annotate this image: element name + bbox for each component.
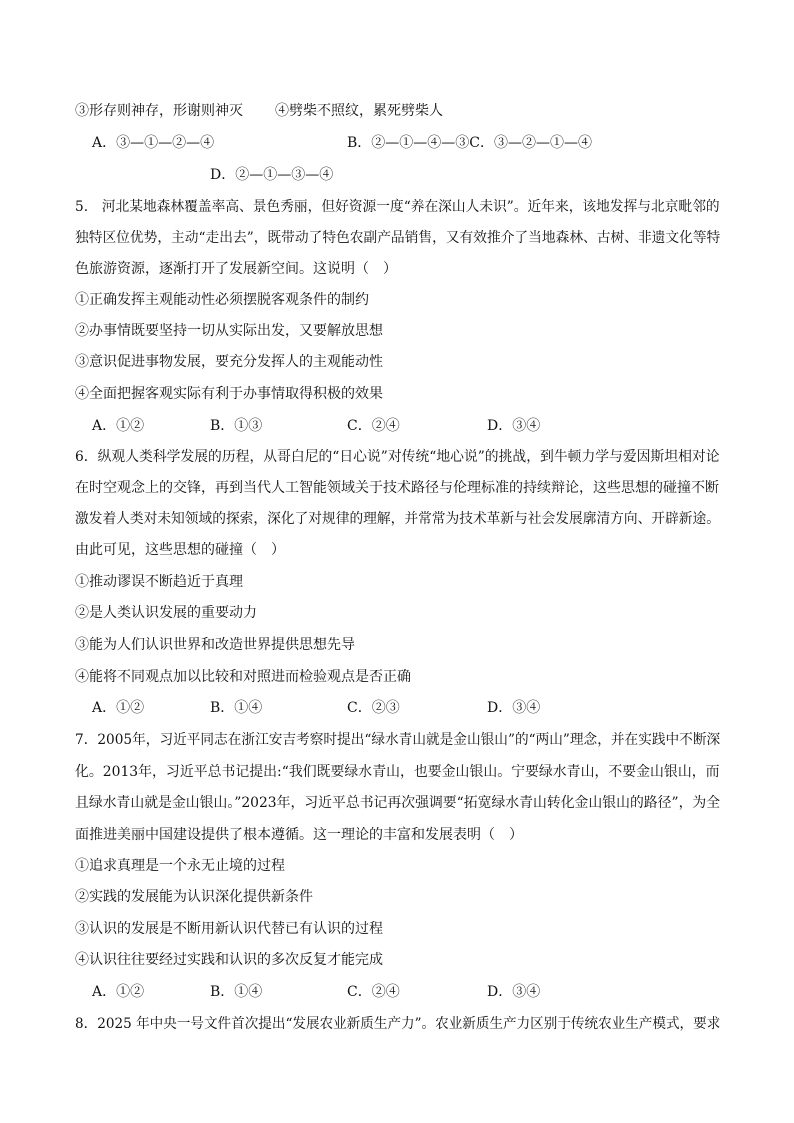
q5-option-d[interactable]: D．③④ — [487, 418, 541, 434]
q6-option-a[interactable]: A．①② — [92, 700, 145, 716]
q7-stem-line: 且绿水青山就是金山银山。”2023年，习近平总书记再次强调要“拓宽绿水青山转化金山银山的路径”，为全 — [75, 795, 721, 811]
q7-option-d[interactable]: D．③④ — [487, 984, 541, 1000]
q6-item: ①推动谬误不断趋近于真理 — [75, 574, 243, 590]
q7-stem-line: 7．2005年，习近平同志在浙江安吉考察时提出“绿水青山就是金山银山”的“两山”理念，并在实践中不断深 — [75, 732, 721, 748]
q7-item: ③认识的发展是不断用新认识代替已有认识的过程 — [75, 921, 383, 937]
q5-option-b[interactable]: B．①③ — [210, 418, 263, 434]
q7-option-c[interactable]: C．②④ — [347, 984, 400, 1000]
q4-option-a[interactable]: A．③—①—②—④ — [92, 135, 215, 151]
q4-option-d[interactable]: D．②—①—③—④ — [210, 167, 334, 183]
q7-item: ②实践的发展能为认识深化提供新条件 — [75, 889, 313, 905]
q4-option-bc[interactable]: B．②—①—④—③C．③—②—①—④ — [347, 135, 592, 151]
q6-option-b[interactable]: B．①④ — [210, 700, 263, 716]
q4-item-4: ④劈柴不照纹，累死劈柴人 — [275, 103, 443, 119]
q4-items-line — [75, 101, 443, 121]
q5-option-c[interactable]: C．②④ — [347, 418, 400, 434]
q5-stem-line: 5. 河北某地森林覆盖率高、景色秀丽，但好资源一度“养在深山人未识”。近年来，该地发挥与北京毗邻的 — [75, 199, 720, 215]
q5-option-a[interactable]: A．①② — [92, 418, 145, 434]
q5-item: ③意识促进事物发展，要充分发挥人的主观能动性 — [75, 354, 383, 370]
q6-option-d[interactable]: D．③④ — [487, 700, 541, 716]
q5-stem-line: 色旅游资源，逐渐打开了发展新空间。这说明（ ） — [75, 261, 397, 277]
q5-item: ①正确发挥主观能动性必须摆脱客观条件的制约 — [75, 292, 369, 308]
q7-stem-line: 面推进美丽中国建设提供了根本遵循。这一理论的丰富和发展表明（ ） — [75, 827, 523, 843]
q6-stem-line: 在时空观念上的交锋，再到当代人工智能领域关于技术路径与伦理标准的持续辩论，这些思想的碰撞不断 — [75, 480, 719, 496]
q5-item: ②办事情既要坚持一切从实际出发，又要解放思想 — [75, 323, 383, 339]
q7-item: ①追求真理是一个永无止境的过程 — [75, 858, 285, 874]
q5-item: ④全面把握客观实际有利于办事情取得积极的效果 — [75, 386, 383, 402]
q7-item: ④认识往往要经过实践和认识的多次反复才能完成 — [75, 952, 383, 968]
q8-stem-line: 8．2025 年中央一号文件首次提出“发展农业新质生产力”。农业新质生产力区别于传统农业生产模式，要求 — [75, 1016, 721, 1032]
q6-stem-line: 激发着人类对未知领域的探索，深化了对规律的理解，并常常为技术革新与社会发展廓清方向、开辟新途。 — [75, 511, 720, 527]
q6-item: ④能将不同观点加以比较和对照进而检验观点是否正确 — [75, 669, 411, 685]
q7-stem-line: 化。2013年，习近平总书记提出:“我们既要绿水青山，也要金山银山。宁要绿水青山，不要金山银山，而 — [75, 764, 720, 780]
q6-option-c[interactable]: C．②③ — [347, 700, 400, 716]
q7-option-a[interactable]: A．①② — [92, 984, 145, 1000]
q5-stem-line: 独特区位优势，主动“走出去”，既带动了特色农副产品销售，又有效推介了当地森林、古树、非遗文化等特 — [75, 230, 721, 246]
q6-item: ②是人类认识发展的重要动力 — [75, 605, 257, 621]
q6-item: ③能为人们认识世界和改造世界提供思想先导 — [75, 637, 355, 653]
q4-item-3: ③形存则神存，形谢则神灭 — [75, 103, 243, 119]
q6-stem-line: 6．纵观人类科学发展的历程，从哥白尼的“日心说”对传统“地心说”的挑战，到牛顿力学与爱因斯坦相对论 — [75, 449, 720, 465]
q6-stem-line: 由此可见，这些思想的碰撞（ ） — [75, 542, 285, 558]
q7-option-b[interactable]: B．①④ — [210, 984, 263, 1000]
